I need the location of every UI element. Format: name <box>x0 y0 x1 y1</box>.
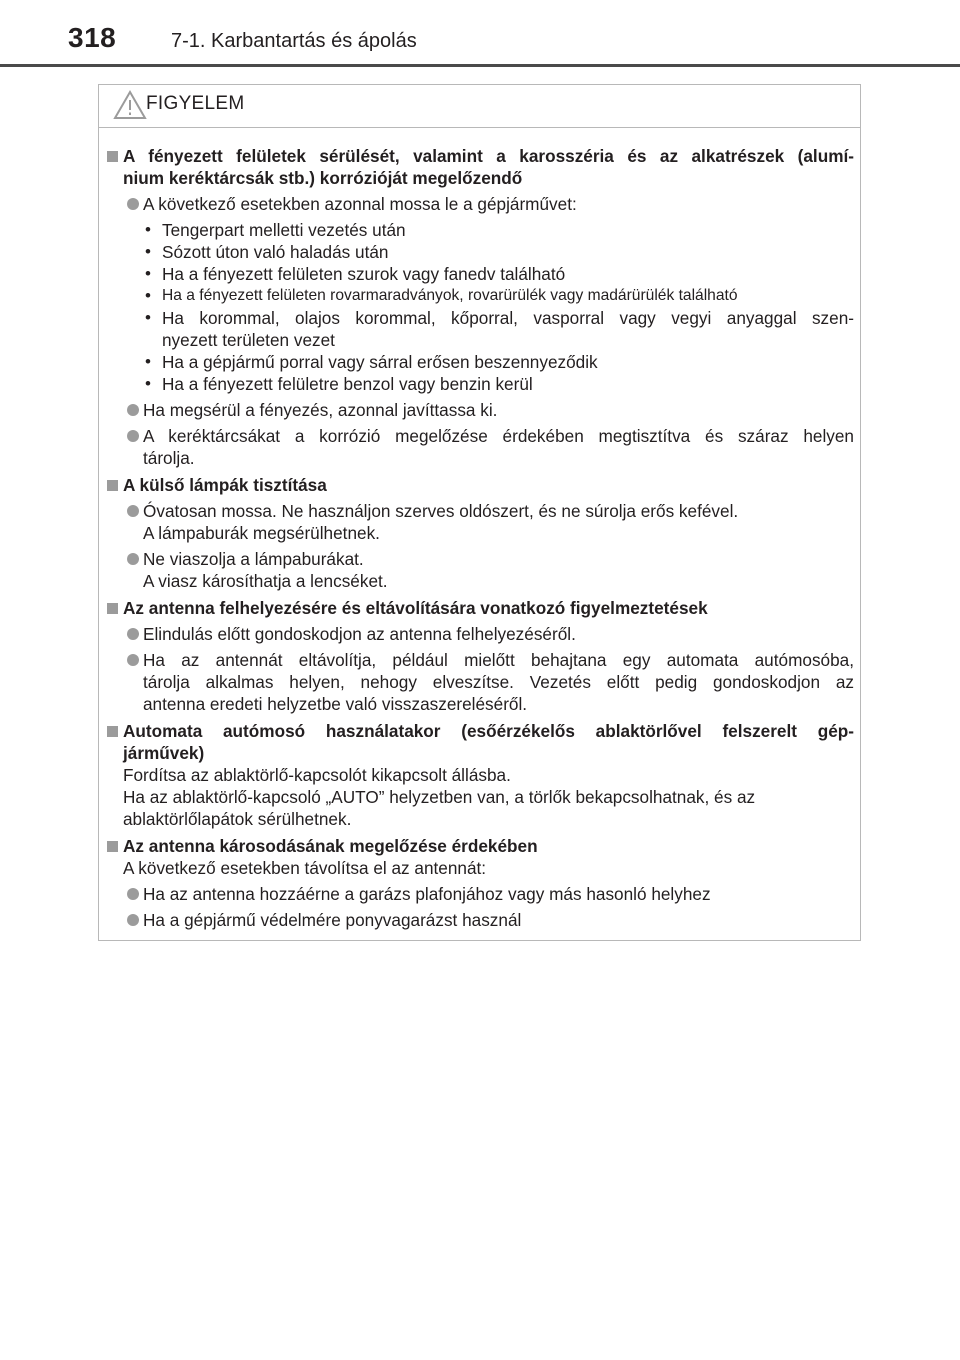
item-circle-marker <box>127 505 139 517</box>
bullet-marker: • <box>145 220 151 239</box>
item-circle-marker <box>127 888 139 900</box>
section-heading: Az antenna felhelyezésére és eltávolítására vonatkozó figyelmeztetések <box>123 598 708 618</box>
bullet-marker: • <box>145 286 151 305</box>
warning-triangle-icon <box>113 90 147 120</box>
header-rule <box>0 64 960 67</box>
item-circle-marker <box>127 628 139 640</box>
section-heading: A fényezett felületek sérülését, valamint a karosszéria és az alkatrészek (alumí- <box>123 146 854 166</box>
item-text: Ha az antennát eltávolítja, például mielőtt behajtana egy automata autómosóba, <box>143 650 854 670</box>
bullet-text: Ha a fényezett felületre benzol vagy benzin kerül <box>162 374 533 394</box>
section-square-marker <box>107 841 118 852</box>
bullet-marker: • <box>145 264 151 283</box>
bullet-text: Sózott úton való haladás után <box>162 242 389 262</box>
bullet-text: nyezett területen vezet <box>162 330 335 350</box>
section-square-marker <box>107 726 118 737</box>
section-title: 7-1. Karbantartás és ápolás <box>171 30 417 52</box>
item-circle-marker <box>127 198 139 210</box>
item-text: Elindulás előtt gondoskodjon az antenna felhelyezéséről. <box>143 624 576 644</box>
section-paragraph: A következő esetekben távolítsa el az antennát: <box>123 858 487 878</box>
section-paragraph: Fordítsa az ablaktörlő-kapcsolót kikapcsolt állásba. <box>123 765 511 785</box>
item-text: A viasz károsíthatja a lencséket. <box>143 571 388 591</box>
item-text: A lámpaburák megsérülhetnek. <box>143 523 380 543</box>
section-heading: járművek) <box>123 743 205 763</box>
item-circle-marker <box>127 553 139 565</box>
bullet-text: Ha a gépjármű porral vagy sárral erősen beszennyeződik <box>162 352 598 372</box>
item-text: tárolja. <box>143 448 195 468</box>
section-square-marker <box>107 603 118 614</box>
bullet-marker: • <box>145 374 151 393</box>
section-paragraph: ablaktörlőlapátok sérülhetnek. <box>123 809 352 829</box>
bullet-marker: • <box>145 242 151 261</box>
page-header <box>0 0 960 66</box>
bullet-text: Ha korommal, olajos korommal, kőporral, vasporral vagy vegyi anyaggal szen- <box>162 308 854 328</box>
page-number: 318 <box>68 22 117 53</box>
section-paragraph: Ha az ablaktörlő-kapcsoló „AUTO” helyzetben van, a törlők bekapcsolhatnak, és az <box>123 787 756 807</box>
item-text: Ha a gépjármű védelmére ponyvagarázst használ <box>143 910 522 930</box>
item-circle-marker <box>127 914 139 926</box>
section-square-marker <box>107 151 118 162</box>
item-circle-marker <box>127 404 139 416</box>
bullet-marker: • <box>145 308 151 327</box>
item-text: tárolja alkalmas helyen, nehogy elveszítse. Vezetés előtt pedig gondoskodjon az <box>143 672 854 692</box>
item-text: A következő esetekben azonnal mossa le a gépjárművet: <box>143 194 577 214</box>
item-text: Óvatosan mossa. Ne használjon szerves oldószert, és ne súrolja erős kefével. <box>143 501 739 521</box>
item-circle-marker <box>127 654 139 666</box>
section-heading: Automata autómosó használatakor (esőérzékelős ablaktörlővel felszerelt gép- <box>123 721 854 741</box>
bullet-text: Ha a fényezett felületen rovarmaradványok, rovarürülék vagy madárürülék található <box>162 287 738 304</box>
warning-title: FIGYELEM <box>146 93 245 114</box>
bullet-marker: • <box>145 352 151 371</box>
warning-header <box>99 85 860 128</box>
item-circle-marker <box>127 430 139 442</box>
item-text: Ha megsérül a fényezés, azonnal javíttassa ki. <box>143 400 498 420</box>
bullet-text: Tengerpart melletti vezetés után <box>162 220 406 240</box>
bullet-text: Ha a fényezett felületen szurok vagy fanedv található <box>162 264 566 284</box>
section-heading: Az antenna károsodásának megelőzése érdekében <box>123 836 538 856</box>
item-text: A keréktárcsákat a korrózió megelőzése érdekében megtisztítva és száraz helyen <box>143 426 854 446</box>
section-heading: nium keréktárcsák stb.) korrózióját megelőzendő <box>123 168 523 188</box>
item-text: antenna eredeti helyzetbe való visszaszereléséről. <box>143 694 528 714</box>
section-square-marker <box>107 480 118 491</box>
item-text: Ha az antenna hozzáérne a garázs plafonjához vagy más hasonló helyhez <box>143 884 711 904</box>
warning-box <box>98 84 861 941</box>
section-heading: A külső lámpák tisztítása <box>123 475 327 495</box>
item-text: Ne viaszolja a lámpaburákat. <box>143 549 364 569</box>
